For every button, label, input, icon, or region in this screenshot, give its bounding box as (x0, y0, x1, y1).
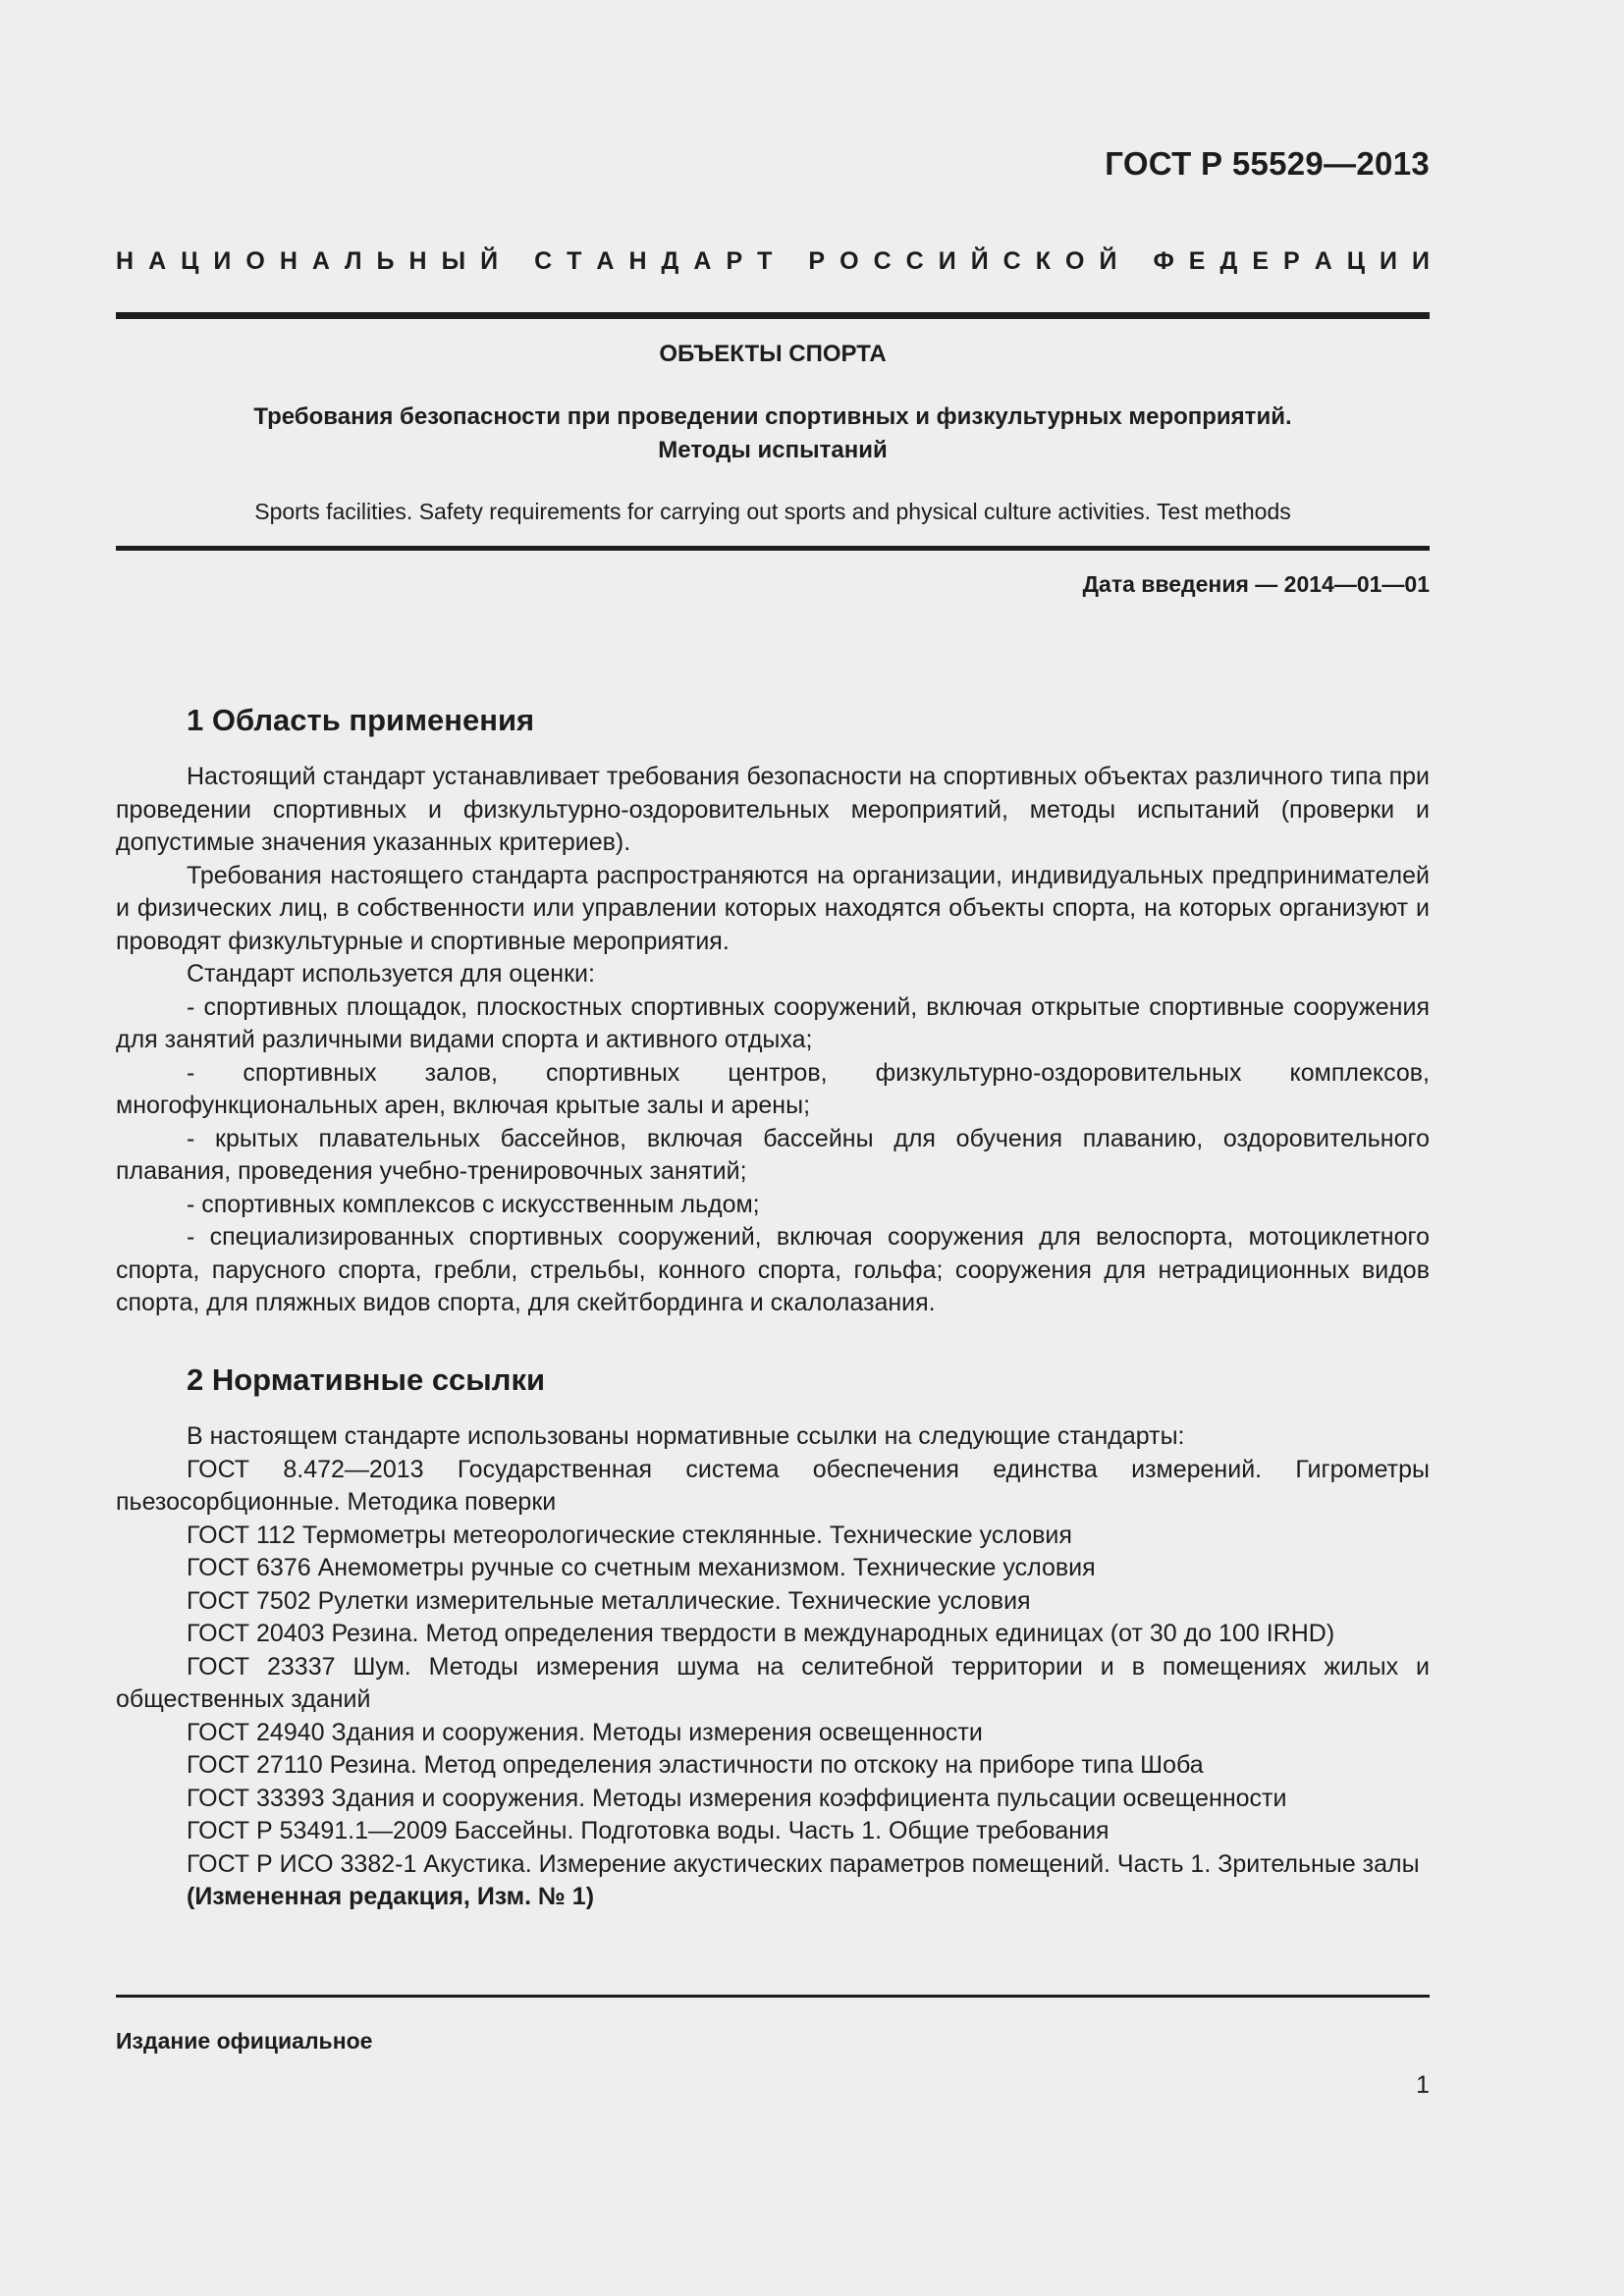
section-2-body (116, 1420, 1430, 1914)
section-1-body (116, 761, 1430, 1320)
list-item: - спортивных площадок, плоскостных спортивных сооружений, включая открытые спортивные сооружения для занятий различными видами спорта и активного отдыха; (116, 992, 1430, 1053)
subtitle-line: Методы испытаний (658, 437, 888, 463)
banner-word: Ф Е Д Е Р А Ц И И (1153, 247, 1430, 275)
top-divider (116, 312, 1430, 319)
reference-item: ГОСТ 33393 Здания и сооружения. Методы измерения коэффициента пульсации освещенности (187, 1784, 1287, 1812)
list-item: - спортивных залов, спортивных центров, физкультурно-оздоровительных комплексов, многофункциональных арен, включая крытые залы и арены; (116, 1058, 1430, 1119)
document-code: ГОСТ Р 55529—2013 (1105, 145, 1430, 182)
standard-title: ОБЪЕКТЫ СПОРТА (659, 341, 887, 367)
banner-word: Р О С С И Й С К О Й (808, 247, 1117, 275)
reference-item: ГОСТ 8.472—2013 Государственная система обеспечения единства измерений. Гигрометры пьезосорбционные. Методика поверки (116, 1455, 1430, 1516)
official-edition-label: Издание официальное (116, 2028, 373, 2054)
introduction-date: Дата введения — 2014—01—01 (1082, 571, 1430, 597)
national-standard-banner (116, 247, 1430, 276)
amendment-note: (Измененная редакция, Изм. № 1) (187, 1883, 595, 1910)
english-title: Sports facilities. Safety requirements for carrying out sports and physical culture activities. Test methods (254, 499, 1291, 524)
subtitle-line: Требования безопасности при проведении спортивных и физкультурных мероприятий. (253, 403, 1292, 430)
paragraph: Стандарт используется для оценки: (187, 960, 595, 988)
page-number: 1 (1416, 2071, 1430, 2099)
banner-word: С Т А Н Д А Р Т (534, 247, 773, 275)
title-divider (116, 546, 1430, 551)
reference-item: ГОСТ 112 Термометры метеорологические стеклянные. Технические условия (187, 1521, 1072, 1549)
section-heading: 1 Область применения (187, 703, 535, 737)
reference-item: ГОСТ 7502 Рулетки измерительные металлические. Технические условия (187, 1586, 1031, 1615)
reference-item: ГОСТ 24940 Здания и сооружения. Методы измерения освещенности (187, 1718, 983, 1746)
reference-item: ГОСТ Р 53491.1—2009 Бассейны. Подготовка воды. Часть 1. Общие требования (187, 1817, 1110, 1844)
section-heading: 2 Нормативные ссылки (187, 1362, 546, 1397)
reference-item: ГОСТ 20403 Резина. Метод определения твердости в международных единицах (от 30 до 100 IRHD) (187, 1620, 1335, 1647)
list-item: - крытых плавательных бассейнов, включая бассейны для обучения плаванию, оздоровительного плавания, проведения учебно-тренировочных занятий; (116, 1124, 1430, 1185)
reference-item: ГОСТ Р ИСО 3382-1 Акустика. Измерение акустических параметров помещений. Часть 1. Зрительные залы (187, 1849, 1420, 1878)
list-item: - спортивных комплексов с искусственным льдом; (187, 1190, 760, 1218)
paragraph: В настоящем стандарте использованы нормативные ссылки на следующие стандарты: (187, 1422, 1185, 1450)
reference-item: ГОСТ 23337 Шум. Методы измерения шума на селитебной территории и в помещениях жилых и общественных зданий (116, 1652, 1430, 1713)
reference-item: ГОСТ 6376 Анемометры ручные со счетным механизмом. Технические условия (187, 1554, 1096, 1581)
banner-word: Н А Ц И О Н А Л Ь Н Ы Й (116, 247, 499, 275)
paragraph: Требования настоящего стандарта распространяются на организации, индивидуальных предпринимателей и физических лиц, в собственности или управлении которых находятся объекты спорта, на которых организуют и проводят физкультурные и спортивные мероприятия. (116, 861, 1430, 955)
list-item: - специализированных спортивных сооружений, включая сооружения для велоспорта, мотоциклетного спорта, парусного спорта, гребли, стрельбы, конного спорта, гольфа; сооружения для нетрадиционных видов спорта, для пляжных видов спорта, для скейтбординга и скалолазания. (116, 1223, 1430, 1316)
paragraph: Настоящий стандарт устанавливает требования безопасности на спортивных объектах различного типа при проведении спортивных и физкультурно-оздоровительных мероприятий, методы испытаний (проверки и допустимые значения указанных критериев). (116, 763, 1430, 856)
reference-item: ГОСТ 27110 Резина. Метод определения эластичности по отскоку на приборе типа Шоба (187, 1751, 1204, 1779)
standard-subtitle (116, 400, 1430, 467)
footer-divider (116, 1995, 1430, 1998)
